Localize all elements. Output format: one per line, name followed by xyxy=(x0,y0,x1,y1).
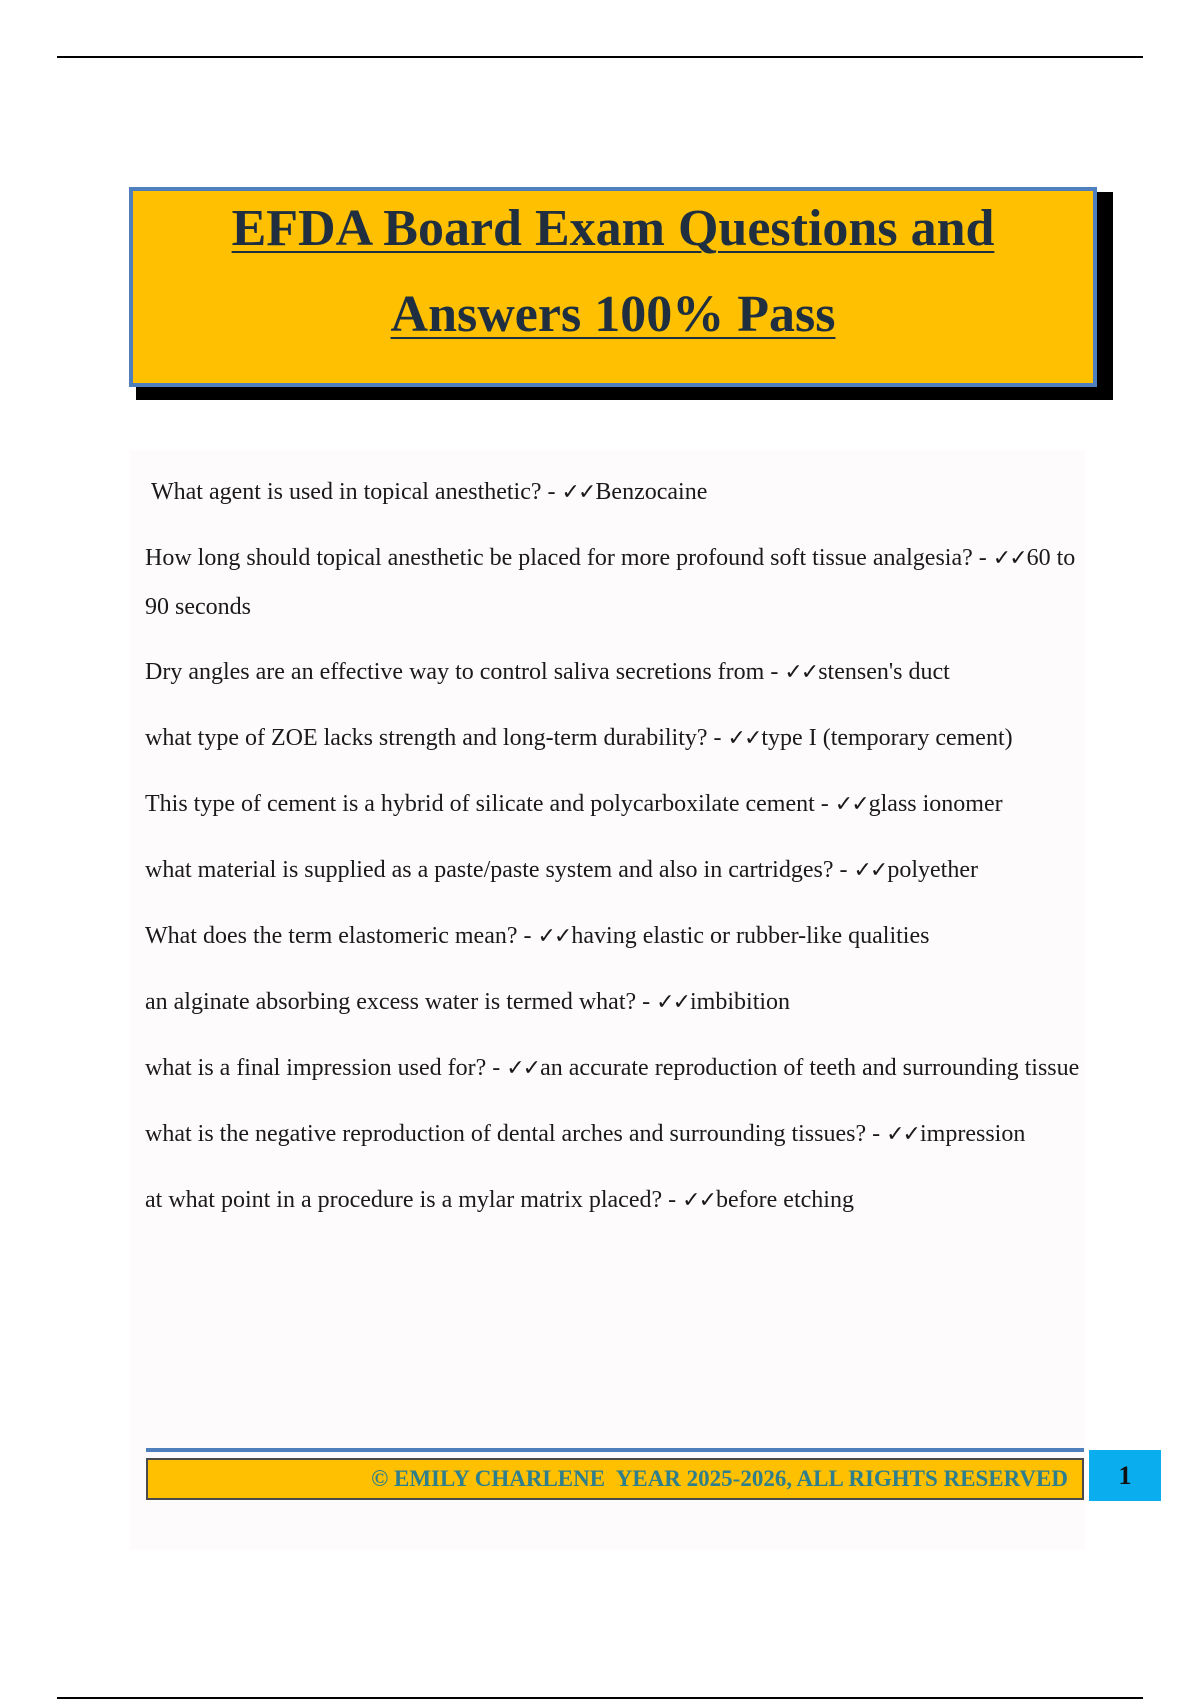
qa-item xyxy=(145,1176,1095,1225)
answer-text: imbibition xyxy=(690,989,791,1015)
double-check-icon: ✓✓ xyxy=(682,1188,716,1213)
title-line-1: EFDA Board Exam Questions and xyxy=(231,200,995,257)
qa-item xyxy=(145,912,1095,961)
bottom-rule xyxy=(57,1697,1143,1699)
question-text: This type of cement is a hybrid of silicate and polycarboxilate cement - xyxy=(145,791,829,817)
page-number: 1 xyxy=(1118,1461,1132,1490)
double-check-icon: ✓✓ xyxy=(506,1056,540,1081)
double-check-icon: ✓✓ xyxy=(784,660,818,685)
page-number-box xyxy=(1089,1450,1161,1501)
double-check-icon: ✓✓ xyxy=(853,858,887,883)
double-check-icon: ✓✓ xyxy=(656,990,690,1015)
answer-text: type I (temporary cement) xyxy=(761,725,1013,751)
top-rule xyxy=(57,56,1143,58)
question-text: Dry angles are an effective way to control saliva secretions from - xyxy=(145,659,779,685)
double-check-icon: ✓✓ xyxy=(992,546,1026,571)
question-text: what material is supplied as a paste/paste system and also in cartridges? - xyxy=(145,857,848,883)
qa-item xyxy=(145,1044,1095,1093)
copyright-text: © EMILY CHARLENE YEAR 2025-2026, ALL RIGHTS RESERVED xyxy=(371,1466,1068,1491)
question-text: what is the negative reproduction of dental arches and surrounding tissues? - xyxy=(145,1121,881,1147)
qa-item xyxy=(145,846,1095,895)
double-check-icon: ✓✓ xyxy=(834,792,868,817)
answer-text: stensen's duct xyxy=(818,659,950,685)
title-box xyxy=(129,187,1097,387)
question-text: What does the term elastomeric mean? - xyxy=(145,923,532,949)
question-text: at what point in a procedure is a mylar matrix placed? - xyxy=(145,1187,677,1213)
answer-text: Benzocaine xyxy=(595,479,708,505)
footer-copyright-box xyxy=(146,1458,1084,1500)
title-line-2: Answers 100% Pass xyxy=(390,286,836,343)
answer-text: 60 to 90 seconds xyxy=(145,545,1076,620)
double-check-icon: ✓✓ xyxy=(886,1122,919,1147)
question-text: What agent is used in topical anesthetic? - xyxy=(151,479,556,505)
question-text: what is a final impression used for? - xyxy=(145,1055,501,1081)
qa-item xyxy=(145,978,1095,1027)
answer-text: before etching xyxy=(716,1187,854,1213)
qa-item xyxy=(145,780,1095,829)
qa-item xyxy=(145,648,1095,697)
answer-text: glass ionomer xyxy=(868,791,1003,817)
qa-item xyxy=(145,468,1095,517)
double-check-icon: ✓✓ xyxy=(561,480,595,505)
question-text: what type of ZOE lacks strength and long-term durability? - xyxy=(145,725,722,751)
question-text: an alginate absorbing excess water is termed what? - xyxy=(145,989,651,1015)
answer-text: polyether xyxy=(887,857,978,883)
answer-text: having elastic or rubber-like qualities xyxy=(571,923,930,949)
qa-item xyxy=(145,534,1095,631)
double-check-icon: ✓✓ xyxy=(537,924,571,949)
footer-rule xyxy=(146,1448,1084,1452)
question-text: How long should topical anesthetic be placed for more profound soft tissue analgesia? - xyxy=(145,545,987,571)
qa-list xyxy=(145,468,1095,1242)
answer-text: an accurate reproduction of teeth and surrounding tissue xyxy=(540,1055,1080,1081)
answer-text: impression xyxy=(920,1121,1026,1147)
double-check-icon: ✓✓ xyxy=(727,726,761,751)
qa-item xyxy=(145,1110,1095,1159)
qa-item xyxy=(145,714,1095,763)
